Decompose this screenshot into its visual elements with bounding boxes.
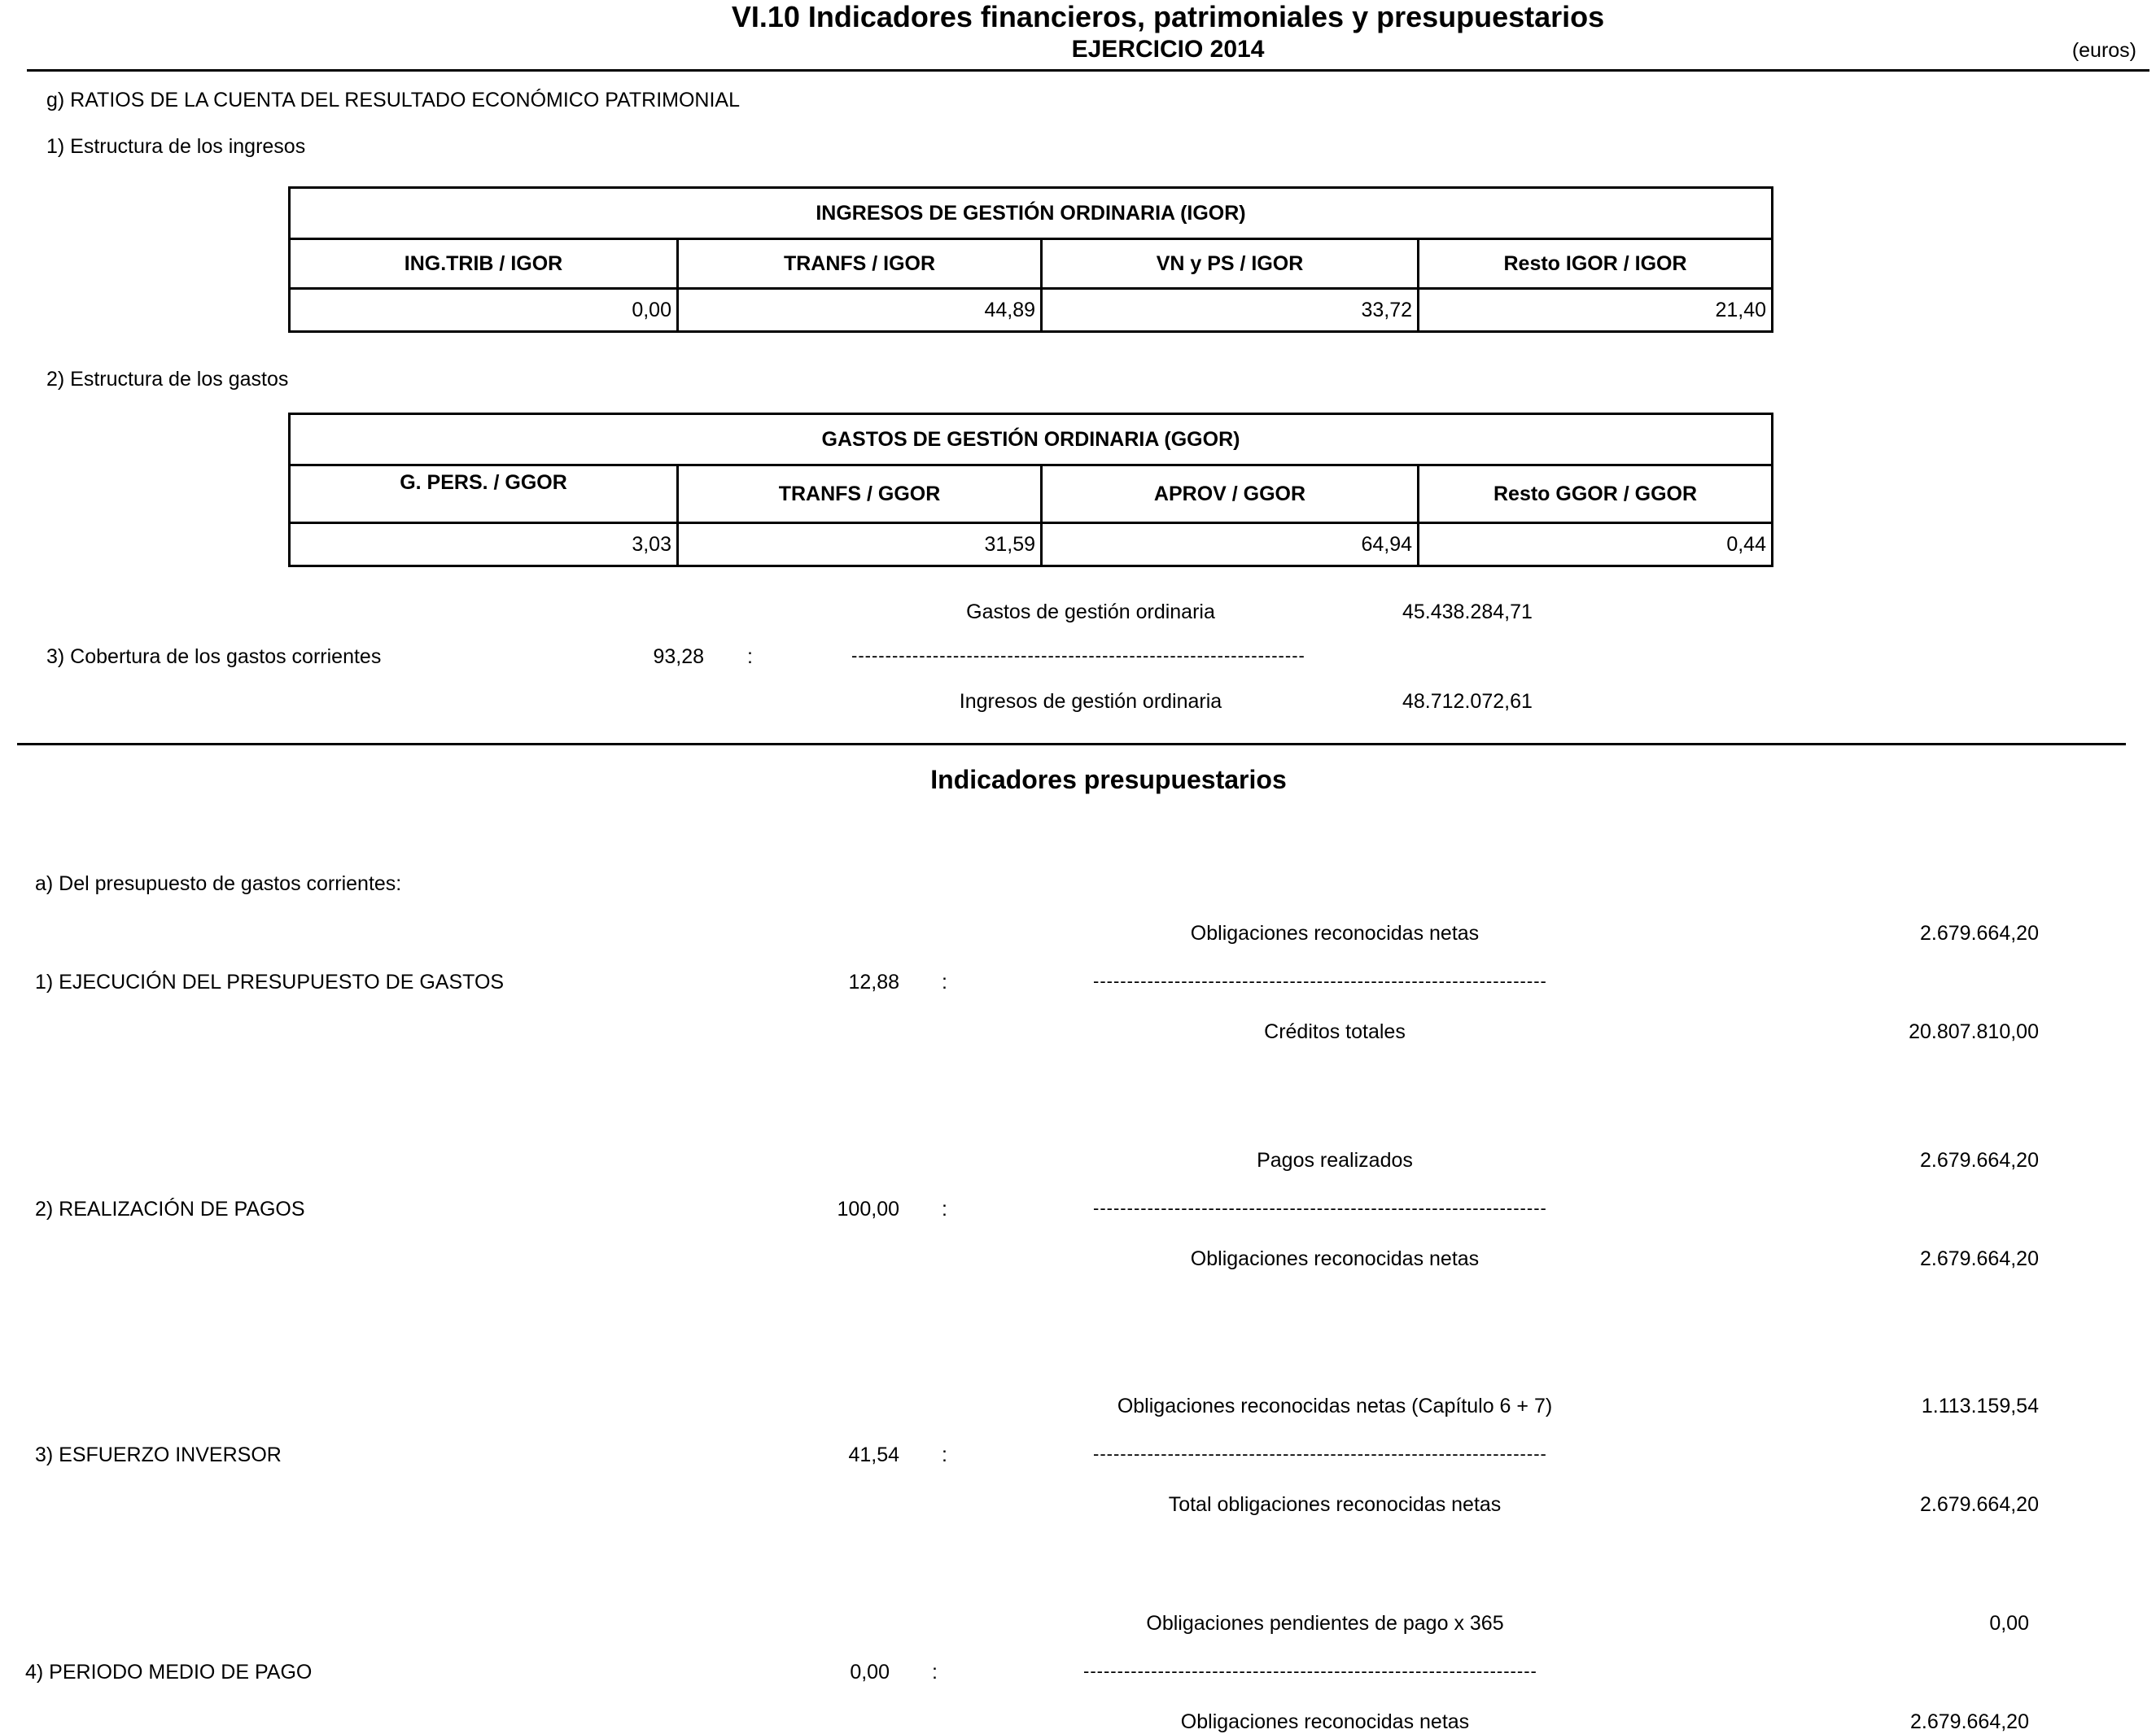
cobertura-fraction-line: ------------------------------------------------------------------- [851, 645, 1305, 666]
ingresos-value: 0,00 [290, 289, 678, 332]
gastos-col-header: G. PERS. / GGOR [290, 465, 678, 523]
ingresos-table-title: INGRESOS DE GESTIÓN ORDINARIA (IGOR) [290, 188, 1773, 239]
presupuestarios-subheading: a) Del presupuesto de gastos corrientes: [35, 872, 402, 895]
gastos-value: 3,03 [290, 523, 678, 566]
gastos-table-title: GASTOS DE GESTIÓN ORDINARIA (GGOR) [290, 414, 1773, 465]
indicator-label: 3) ESFUERZO INVERSOR [35, 1444, 282, 1466]
indicator-denominator-label: Créditos totales [1264, 1020, 1406, 1043]
page-title: VI.10 Indicadores financieros, patrimoniales y presupuestarios [731, 0, 1605, 33]
indicator-numerator-value: 1.113.159,54 [1921, 1395, 2039, 1417]
ingresos-col-header: TRANFS / IGOR [678, 239, 1042, 289]
ingresos-col-header: ING.TRIB / IGOR [290, 239, 678, 289]
section-divider [17, 743, 2126, 745]
indicator-numerator-label: Obligaciones reconocidas netas [1190, 922, 1480, 945]
units-label: (euros) [2071, 39, 2136, 62]
gastos-value: 64,94 [1042, 523, 1419, 566]
indicator-fraction-line: ------------------------------------------------------------------- [1083, 1661, 1537, 1681]
ingresos-col-header: VN y PS / IGOR [1042, 239, 1419, 289]
indicator-numerator-value: 0,00 [1989, 1612, 2029, 1635]
indicator-denominator-value: 20.807.810,00 [1909, 1020, 2039, 1043]
indicator-separator: : [942, 1444, 947, 1466]
ingresos-value: 21,40 [1419, 289, 1773, 332]
page-subtitle: EJERCICIO 2014 [1071, 36, 1265, 63]
indicator-numerator-value: 2.679.664,20 [1920, 922, 2039, 945]
indicator-value: 12,88 [848, 971, 899, 994]
cobertura-numerator-label: Gastos de gestión ordinaria [966, 601, 1215, 623]
cobertura-numerator-value: 45.438.284,71 [1402, 601, 1533, 623]
indicator-value: 0,00 [850, 1661, 890, 1684]
indicator-denominator-value: 2.679.664,20 [1920, 1247, 2039, 1270]
indicator-denominator-value: 2.679.664,20 [1910, 1710, 2029, 1733]
indicator-fraction-line: ------------------------------------------------------------------- [1093, 971, 1547, 991]
indicator-fraction-line: ------------------------------------------------------------------- [1093, 1444, 1547, 1464]
ingresos-structure-label: 1) Estructura de los ingresos [46, 135, 306, 158]
gastos-value: 0,44 [1419, 523, 1773, 566]
indicator-label: 2) REALIZACIÓN DE PAGOS [35, 1198, 305, 1221]
indicator-fraction-line: ------------------------------------------------------------------- [1093, 1198, 1547, 1218]
indicator-denominator-label: Total obligaciones reconocidas netas [1168, 1493, 1502, 1516]
indicator-denominator-label: Obligaciones reconocidas netas [1190, 1247, 1480, 1270]
indicator-label: 4) PERIODO MEDIO DE PAGO [25, 1661, 313, 1684]
indicator-label: 1) EJECUCIÓN DEL PRESUPUESTO DE GASTOS [35, 971, 505, 994]
cobertura-separator: : [747, 645, 753, 668]
indicator-numerator-label: Obligaciones pendientes de pago x 365 [1146, 1612, 1504, 1635]
gastos-value: 31,59 [678, 523, 1042, 566]
indicator-denominator-label: Obligaciones reconocidas netas [1180, 1710, 1470, 1733]
gastos-col-header: TRANFS / GGOR [678, 465, 1042, 523]
ingresos-col-header: Resto IGOR / IGOR [1419, 239, 1773, 289]
ingresos-table [288, 186, 1773, 333]
ingresos-value: 44,89 [678, 289, 1042, 332]
gastos-col-header: APROV / GGOR [1042, 465, 1419, 523]
header-rule [27, 69, 2149, 72]
gastos-table [288, 413, 1773, 567]
indicator-separator: : [932, 1661, 938, 1684]
cobertura-label: 3) Cobertura de los gastos corrientes [46, 645, 382, 668]
gastos-col-header: Resto GGOR / GGOR [1419, 465, 1773, 523]
gastos-structure-label: 2) Estructura de los gastos [46, 368, 289, 391]
indicator-denominator-value: 2.679.664,20 [1920, 1493, 2039, 1516]
indicator-value: 100,00 [837, 1198, 899, 1221]
cobertura-denominator-label: Ingresos de gestión ordinaria [959, 690, 1222, 713]
indicator-value: 41,54 [848, 1444, 899, 1466]
ingresos-value: 33,72 [1042, 289, 1419, 332]
indicator-separator: : [942, 1198, 947, 1221]
indicator-separator: : [942, 971, 947, 994]
cobertura-value: 93,28 [653, 645, 704, 668]
section-g-heading: g) RATIOS DE LA CUENTA DEL RESULTADO ECONÓMICO PATRIMONIAL [46, 89, 740, 111]
indicator-numerator-label: Pagos realizados [1257, 1149, 1413, 1172]
indicator-numerator-value: 2.679.664,20 [1920, 1149, 2039, 1172]
indicator-numerator-label: Obligaciones reconocidas netas (Capítulo 6 + 7) [1117, 1395, 1553, 1417]
cobertura-denominator-value: 48.712.072,61 [1402, 690, 1533, 713]
presupuestarios-heading: Indicadores presupuestarios [930, 765, 1287, 794]
